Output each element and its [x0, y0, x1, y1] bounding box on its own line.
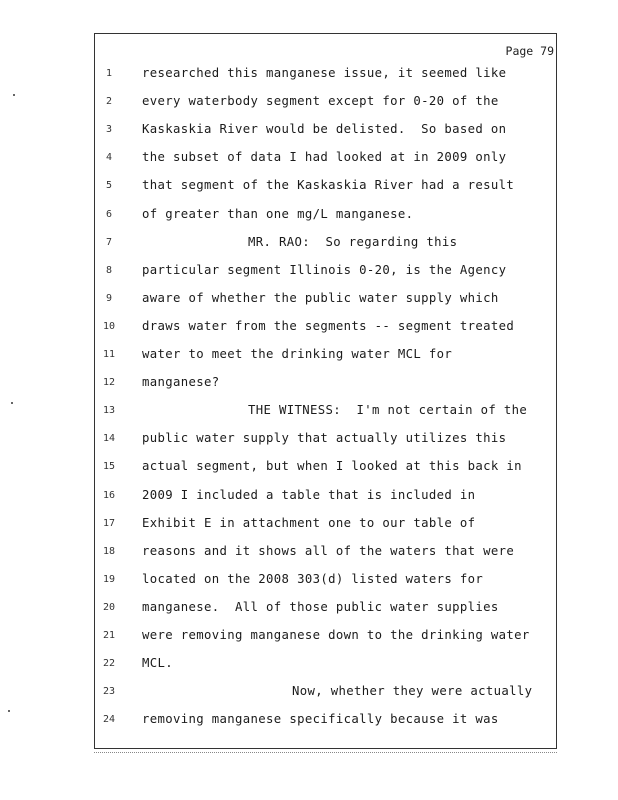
line-number: 20 — [102, 601, 116, 613]
transcript-line — [0, 319, 618, 347]
page-number: Page 79 — [505, 44, 554, 58]
transcript-line — [0, 207, 618, 235]
transcript-line — [0, 628, 618, 656]
transcript-line — [0, 712, 618, 740]
line-text: MR. RAO: So regarding this — [248, 234, 458, 249]
line-text: draws water from the segments -- segment treated — [142, 318, 515, 333]
line-text: Kaskaskia River would be delisted. So based on — [142, 122, 507, 137]
line-number: 12 — [102, 377, 116, 389]
line-number: 8 — [105, 264, 113, 276]
line-number: 7 — [105, 236, 113, 248]
transcript-line — [0, 66, 618, 94]
line-text: aware of whether the public water supply which — [142, 290, 499, 305]
transcript-line — [0, 94, 618, 122]
transcript-line — [0, 431, 618, 459]
transcript-line — [0, 403, 618, 431]
line-text: particular segment Illinois 0-20, is the Agency — [142, 262, 507, 277]
transcript-line — [0, 516, 618, 544]
transcript-line — [0, 150, 618, 178]
line-number: 24 — [102, 714, 116, 726]
line-text: located on the 2008 303(d) listed waters for — [142, 571, 484, 586]
line-text: Now, whether they were actually — [292, 684, 533, 699]
line-number: 13 — [102, 405, 116, 417]
line-text: public water supply that actually utilizes this — [142, 431, 507, 446]
line-text: 2009 I included a table that is included in — [142, 487, 476, 502]
line-number: 11 — [102, 349, 116, 360]
line-text: actual segment, but when I looked at this back in — [142, 459, 522, 474]
scan-speck — [13, 94, 15, 96]
transcript-line — [0, 235, 618, 263]
line-number: 15 — [102, 461, 116, 473]
line-number: 6 — [105, 208, 113, 220]
transcript-line — [0, 291, 618, 319]
transcript-line — [0, 572, 618, 600]
line-number: 18 — [102, 545, 116, 557]
transcript-line — [0, 600, 618, 628]
line-number: 5 — [105, 180, 113, 192]
line-text: that segment of the Kaskaskia River had a result — [142, 178, 515, 193]
line-text: of greater than one mg/L manganese. — [142, 206, 414, 221]
line-text: every waterbody segment except for 0-20 of the — [142, 94, 499, 109]
line-number: 16 — [102, 489, 116, 501]
line-number: 3 — [105, 124, 113, 136]
footer-rule — [94, 752, 557, 754]
line-text: water to meet the drinking water MCL for — [142, 347, 453, 361]
transcript-line — [0, 684, 618, 712]
line-number: 9 — [105, 292, 113, 304]
transcript-line — [0, 122, 618, 150]
transcript-line — [0, 459, 618, 487]
line-number: 4 — [105, 152, 113, 164]
line-text: reasons and it shows all of the waters that were — [142, 543, 515, 558]
line-text: researched this manganese issue, it seemed like — [142, 66, 507, 80]
line-number: 2 — [105, 96, 113, 108]
line-text: removing manganese specifically because it was — [142, 712, 499, 727]
scan-speck — [11, 402, 13, 404]
transcript-line — [0, 656, 618, 684]
line-number: 23 — [102, 686, 116, 698]
line-number: 14 — [102, 433, 116, 445]
line-number: 17 — [102, 517, 116, 529]
line-text: THE WITNESS: I'm not certain of the — [248, 403, 528, 418]
transcript-line — [0, 488, 618, 516]
transcript-line — [0, 347, 618, 375]
line-number: 10 — [102, 320, 116, 332]
line-number: 1 — [105, 68, 113, 79]
line-text: Exhibit E in attachment one to our table of — [142, 515, 476, 530]
line-number: 19 — [102, 573, 116, 585]
line-text: the subset of data I had looked at in 2009 only — [142, 150, 507, 165]
line-text: manganese. All of those public water supplies — [142, 599, 499, 614]
line-number: 22 — [102, 658, 116, 670]
transcript-line — [0, 375, 618, 403]
transcript-line — [0, 544, 618, 572]
transcript-line — [0, 263, 618, 291]
line-text: MCL. — [142, 656, 174, 671]
transcript-line — [0, 178, 618, 206]
scan-speck — [8, 710, 10, 712]
line-text: were removing manganese down to the drinking water — [142, 628, 530, 642]
line-text: manganese? — [142, 375, 220, 390]
line-number: 21 — [102, 630, 116, 641]
